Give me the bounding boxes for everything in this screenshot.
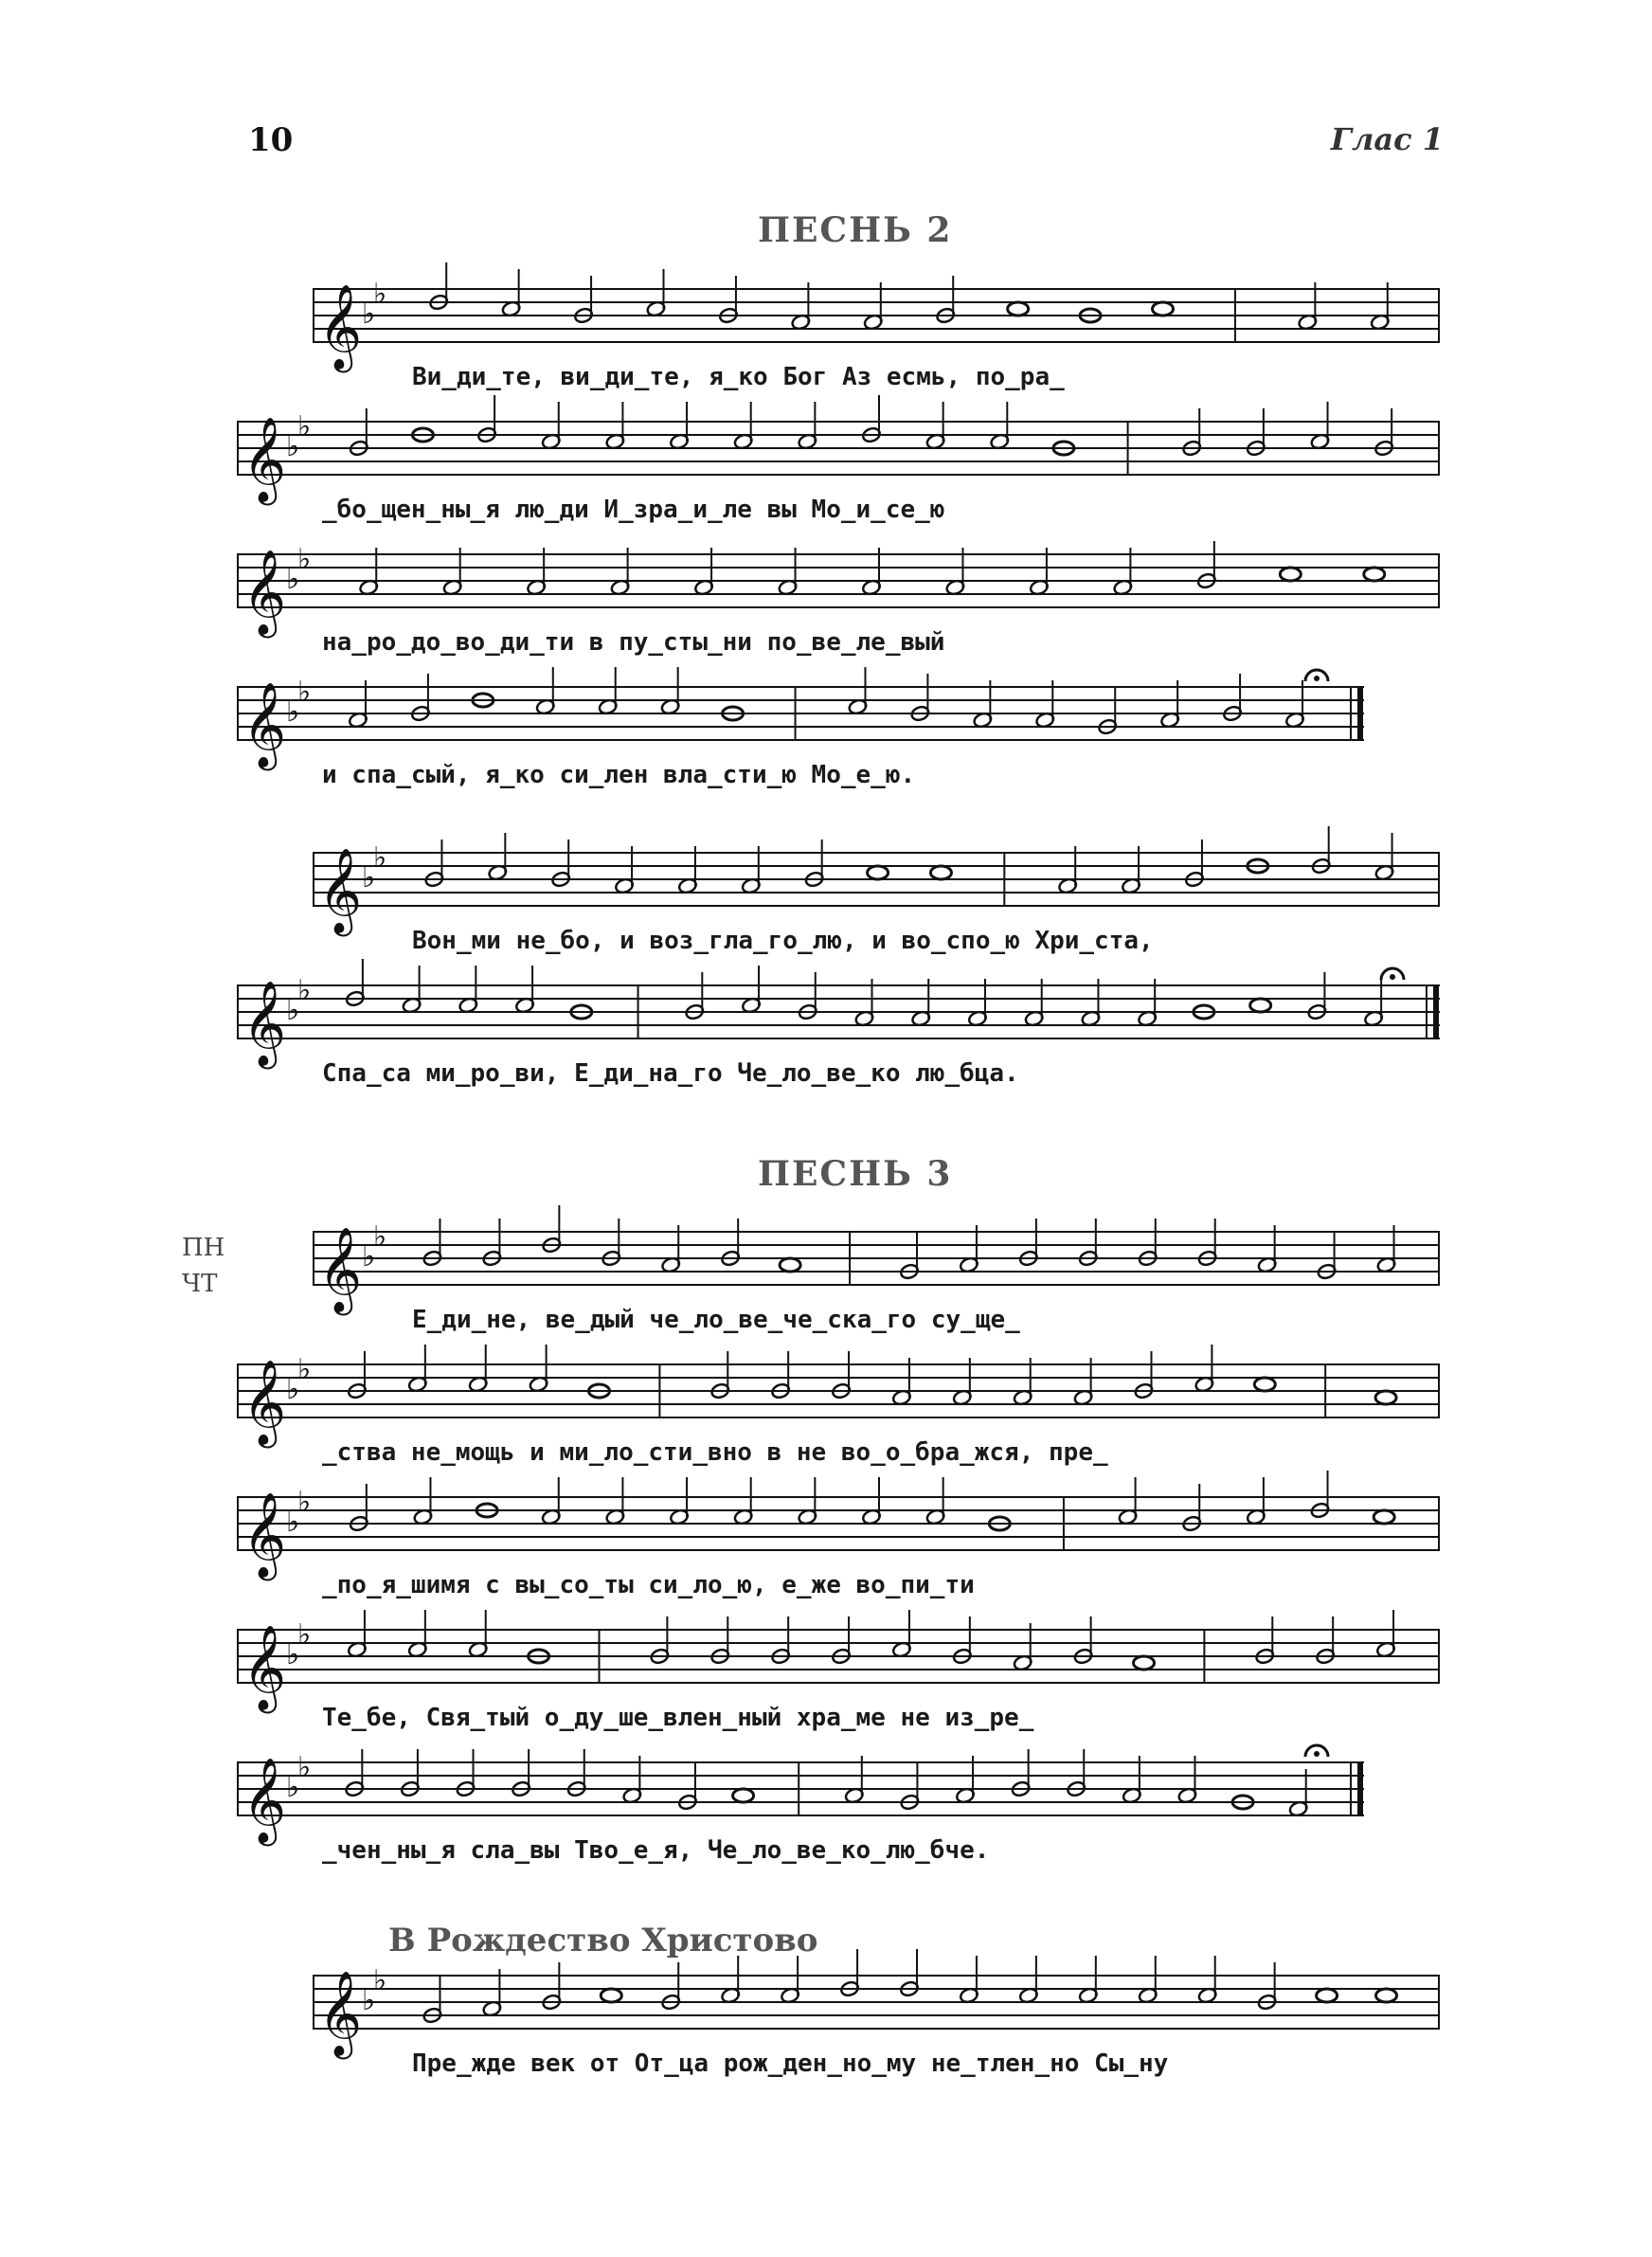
whole-note (1250, 999, 1271, 1012)
treble-clef-icon: 𝄞 (242, 1625, 287, 1710)
flat-icon: ♭ (286, 1638, 300, 1671)
treble-clef-icon: 𝄞 (318, 1227, 363, 1312)
staff-system (237, 649, 1364, 820)
whole-note (1280, 568, 1301, 581)
whole-note (1153, 302, 1174, 316)
treble-clef-icon: 𝄞 (242, 417, 287, 502)
flat-icon: ♭ (362, 1240, 376, 1273)
flat-icon: ♭ (286, 1506, 300, 1539)
treble-clef-icon: 𝄞 (242, 682, 287, 767)
treble-clef-icon: 𝄞 (242, 981, 287, 1066)
flat-icon: ♭ (297, 1486, 312, 1519)
whole-note (868, 866, 889, 879)
whole-note (1254, 1378, 1275, 1391)
lyrics-text: на_ро_до_во_ди_ти в пу_сты_ни по_ве_ле_вый (322, 628, 945, 657)
flat-icon: ♭ (297, 410, 312, 443)
lyrics-text: Вон_ми не_бо, и воз_гла_го_лю, и во_спо_ю Хри_ста, (412, 927, 1154, 955)
lyrics-line (237, 761, 1364, 799)
staff-system (237, 1724, 1364, 1895)
flat-icon: ♭ (297, 676, 312, 709)
flat-icon: ♭ (373, 1220, 387, 1254)
whole-note (1376, 1989, 1397, 2002)
whole-note (1317, 1989, 1338, 2002)
flat-icon: ♭ (373, 1964, 387, 1997)
treble-clef-icon: 𝄞 (318, 284, 363, 370)
flat-icon: ♭ (286, 563, 300, 596)
lyrics-text: Ви_ди_те, ви_ди_те, я_ко Бог Аз есмь, по_ра_ (412, 363, 1065, 391)
flat-icon: ♭ (362, 861, 376, 894)
treble-clef-icon: 𝄞 (242, 1758, 287, 1843)
flat-icon: ♭ (286, 994, 300, 1027)
staff-system (237, 948, 1440, 1118)
flat-icon: ♭ (297, 1618, 312, 1652)
flat-icon: ♭ (297, 543, 312, 576)
flat-icon: ♭ (286, 695, 300, 729)
fermata-dot (1390, 974, 1395, 980)
treble-clef-icon: 𝄞 (242, 550, 287, 635)
flat-icon: ♭ (362, 1984, 376, 2017)
lyrics-text: Спа_са ми_ро_ви, Е_ди_на_го Че_ло_ве_ко лю_бца. (322, 1059, 1019, 1088)
lyrics-text: _чен_ны_я сла_вы Тво_е_я, Че_ло_ве_ко_лю_бче. (322, 1836, 990, 1865)
lyrics-text: _по_я_шимя с вы_со_ты си_ло_ю, е_же во_пи_ти (322, 1571, 975, 1599)
treble-clef-icon: 𝄞 (318, 848, 363, 933)
flat-icon: ♭ (373, 278, 387, 311)
whole-note (1364, 568, 1385, 581)
whole-note (733, 1789, 754, 1802)
whole-note (1134, 1656, 1155, 1670)
lyrics-line (313, 2049, 1440, 2087)
flat-icon: ♭ (297, 1751, 312, 1784)
flat-icon: ♭ (286, 430, 300, 463)
whole-note (1374, 1510, 1394, 1524)
staff-system (313, 1938, 1440, 2108)
whole-note (601, 1989, 621, 2002)
whole-note (780, 1258, 800, 1272)
flat-icon: ♭ (362, 298, 376, 331)
treble-clef-icon: 𝄞 (318, 1971, 363, 2056)
fermata-dot (1314, 1751, 1320, 1757)
running-head: Глас 1 (1330, 121, 1444, 157)
fermata-dot (1314, 676, 1320, 681)
flat-icon: ♭ (297, 1353, 312, 1386)
flat-icon: ♭ (286, 1373, 300, 1406)
page-number: 10 (248, 121, 294, 159)
section-title-pesn-3: ПЕСНЬ 3 (758, 1154, 953, 1194)
whole-note (1008, 302, 1029, 316)
lyrics-text: _ства не_мощь и ми_ло_сти_вно в не во_о_бра_жся, пре_ (322, 1438, 1108, 1467)
flat-icon: ♭ (373, 841, 387, 875)
subheading-rozhdestvo: В Рождество Христово (388, 1922, 818, 1959)
lyrics-text: Пре_жде век от От_ца рож_ден_но_му не_тлен_но Сы_ну (412, 2049, 1169, 2078)
side-label-top: ПН (182, 1234, 225, 1262)
lyrics-line (237, 1836, 1364, 1874)
lyrics-line (237, 1059, 1440, 1097)
lyrics-text: _бо_щен_ны_я лю_ди И_зра_и_ле вы Мо_и_се_ю (322, 496, 945, 524)
lyrics-text: Те_бе, Свя_тый о_ду_ше_влен_ный хра_ме не из_ре_ (322, 1704, 1034, 1732)
side-label-bottom: ЧТ (182, 1270, 218, 1298)
treble-clef-icon: 𝄞 (242, 1492, 287, 1578)
flat-icon: ♭ (286, 1771, 300, 1804)
treble-clef-icon: 𝄞 (242, 1360, 287, 1445)
lyrics-text: и спа_сый, я_ко си_лен вла_сти_ю Мо_е_ю. (322, 761, 916, 789)
section-title-pesn-2: ПЕСНЬ 2 (758, 210, 953, 250)
whole-note (1375, 1391, 1396, 1404)
lyrics-text: Е_ди_не, ве_дый че_ло_ве_че_ска_го су_ще_ (412, 1306, 1020, 1334)
flat-icon: ♭ (297, 974, 312, 1007)
whole-note (930, 866, 951, 879)
